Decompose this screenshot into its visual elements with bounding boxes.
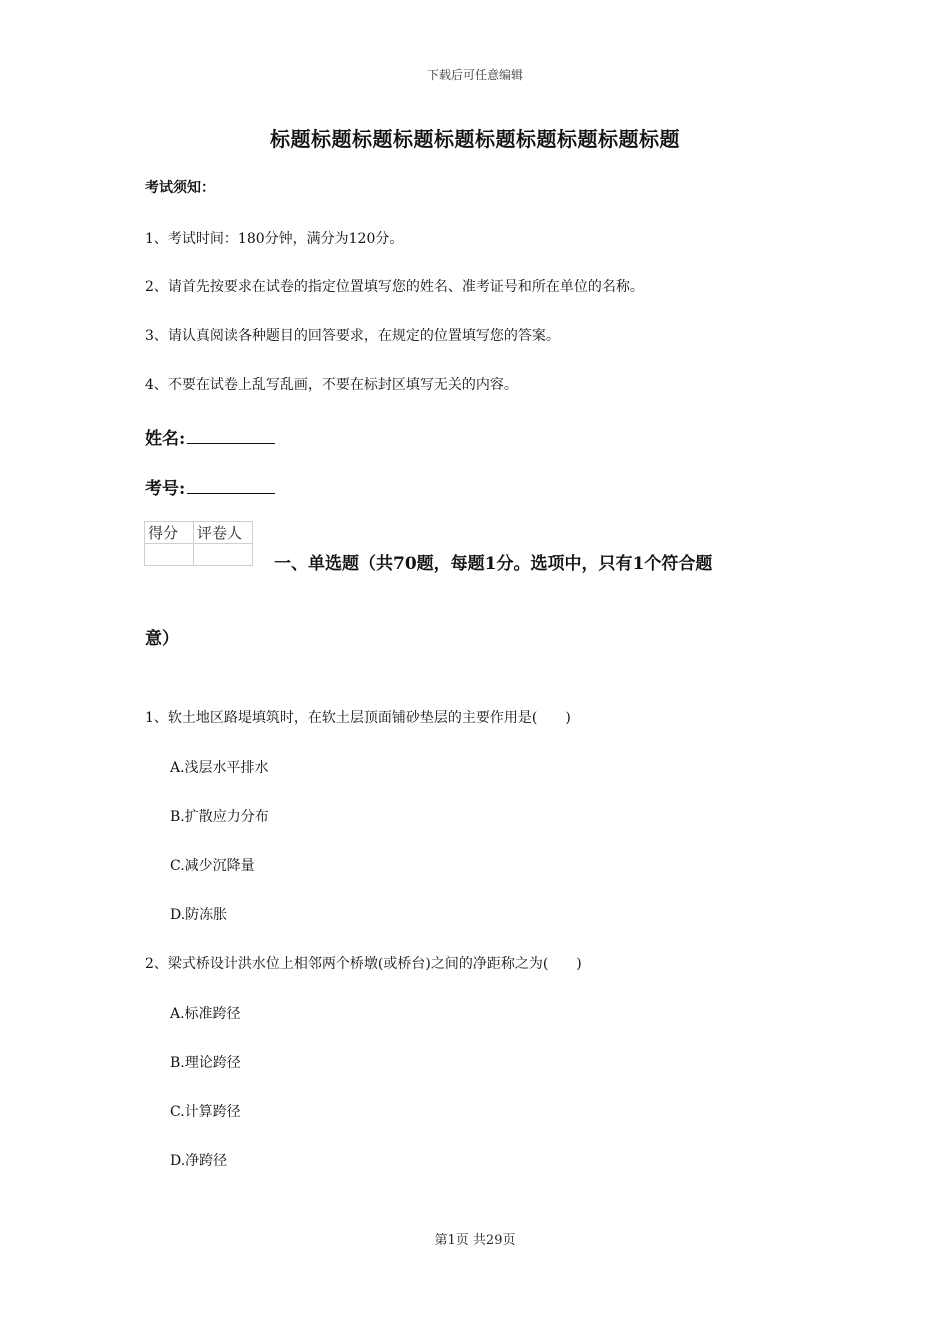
page-number-footer: 第1页 共29页 [434, 1233, 516, 1248]
notice-heading: 考试须知： [145, 180, 215, 196]
question-text: 1、软土地区路堤填筑时，在软土层顶面铺砂垫层的主要作用是( ) [145, 710, 571, 726]
question-option: D.净跨径 [170, 1153, 228, 1169]
notice-rule: 2、请首先按要求在试卷的指定位置填写您的姓名、准考证号和所在单位的名称。 [145, 279, 644, 295]
section-title-continued: 意） [145, 629, 179, 649]
grader-header: 评卷人 [194, 522, 253, 544]
question-option: B.理论跨径 [170, 1055, 241, 1071]
question-text: 2、梁式桥设计洪水位上相邻两个桥墩(或桥台)之间的净距称之为( ) [145, 956, 582, 972]
question-option: A.标准跨径 [170, 1006, 241, 1022]
score-table [144, 521, 253, 566]
question-option: C.减少沉降量 [170, 858, 255, 874]
document-title: 标题标题标题标题标题标题标题标题标题标题 [270, 127, 680, 151]
name-label: 姓名: [145, 429, 186, 449]
grader-cell[interactable] [194, 544, 253, 566]
question-option: C.计算跨径 [170, 1104, 241, 1120]
header-note: 下载后可任意编辑 [426, 68, 523, 82]
name-field [145, 424, 275, 449]
question-option: B.扩散应力分布 [170, 809, 269, 825]
exam-id-blank-line[interactable] [187, 477, 275, 494]
question-option: A.浅层水平排水 [170, 760, 269, 776]
score-header: 得分 [145, 522, 194, 544]
notice-rule: 4、不要在试卷上乱写乱画，不要在标封区填写无关的内容。 [145, 377, 518, 393]
name-blank-line[interactable] [187, 427, 275, 444]
section-title: 一、单选题（共70题，每题1分。选项中，只有1个符合题 [274, 554, 713, 574]
exam-id-label: 考号: [145, 479, 186, 499]
question-option: D.防冻胀 [170, 907, 228, 923]
notice-rule: 1、考试时间：180分钟，满分为120分。 [145, 231, 404, 247]
exam-id-field [145, 474, 275, 499]
score-cell[interactable] [145, 544, 194, 566]
notice-rule: 3、请认真阅读各种题目的回答要求，在规定的位置填写您的答案。 [145, 328, 560, 344]
